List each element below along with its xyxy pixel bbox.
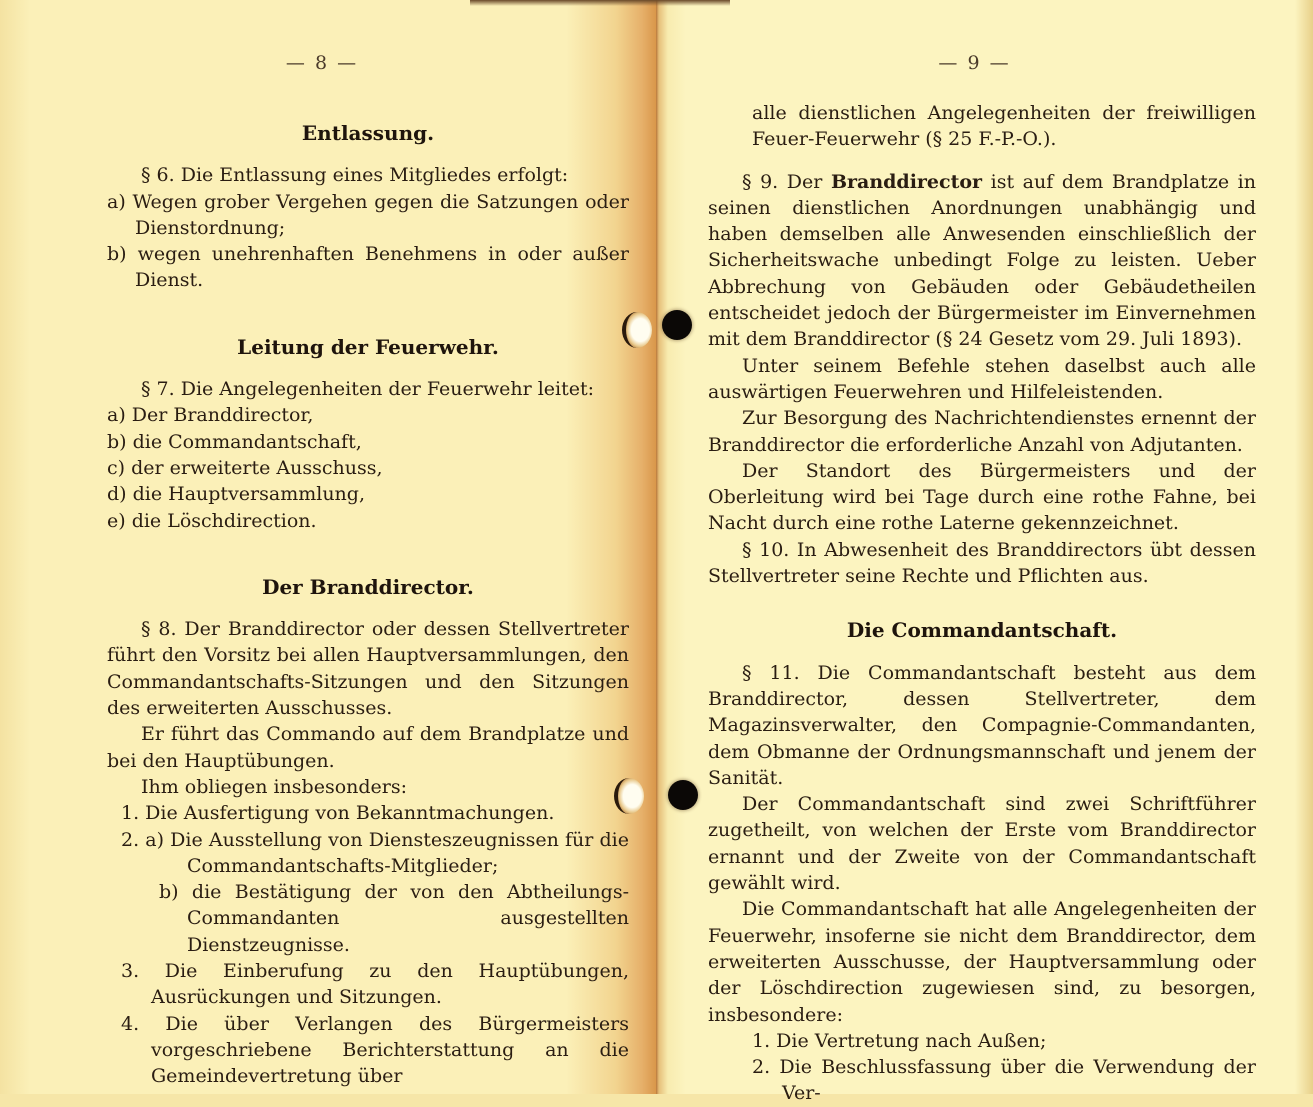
paragraph-9-bold-term: Branddirector <box>830 170 983 193</box>
page-number: — 9 — <box>938 52 1011 74</box>
list-item: 2. Die Beschlussfassung über die Verwendung der Ver- <box>752 1056 1256 1105</box>
paragraph-11: § 11. Die Commandantschaft besteht aus dem Branddirector, dessen Stellvertreter, dem Magazinsverwalter, den Compagnie-Commandanten, dem Obmanne der Ordnungsmannschaft und jenem der Sanität. <box>708 661 1256 789</box>
left-page <box>0 0 656 1094</box>
binding-shadow <box>470 0 730 6</box>
punch-hole-torn <box>622 312 652 348</box>
paragraph-9 <box>708 169 1256 353</box>
paragraph-9-prefix: § 9. Der <box>742 170 831 193</box>
paragraph-7-intro: § 7. Die Angelegenheiten der Feuerwehr leitet: <box>141 378 595 401</box>
page-number: — 8 — <box>285 52 359 74</box>
punch-hole-torn <box>614 778 644 814</box>
section-heading-leitung: Leitung der Feuerwehr. <box>237 334 499 359</box>
paragraph-angelegenheiten: Die Commandantschaft hat alle Angelegenheiten der Feuerwehr, insoferne sie nicht dem Branddirector, dem erweiterten Ausschusse, der Hauptversammlung oder der Löschdirection zugewiesen sind, zu besorgen, insbesondere: <box>708 898 1256 1026</box>
list-item: 3. Die Einberufung zu den Hauptübungen, Ausrückungen und Sitzungen. <box>121 960 629 1009</box>
paragraph-obliegen: Ihm obliegen insbesonders: <box>141 775 408 798</box>
list-item: 2. a) Die Ausstellung von Diensteszeugnissen für die Commandantschafts-Mitglieder; <box>121 828 629 877</box>
right-page-content <box>708 100 1256 1107</box>
section-heading-branddirector: Der Branddirector. <box>262 574 474 599</box>
paragraph-6-intro: § 6. Die Entlassung eines Mitgliedes erfolgt: <box>141 164 569 187</box>
paragraph-10: § 10. In Abwesenheit des Branddirectors übt dessen Stellvertreter seine Rechte und Pflichten aus. <box>708 538 1256 588</box>
list-item: e) die Löschdirection. <box>107 509 317 532</box>
list-item: c) der erweiterte Ausschuss, <box>107 456 383 479</box>
list-item: d) die Hauptversammlung, <box>107 483 365 506</box>
left-page-content <box>107 120 629 1090</box>
paragraph-9-rest: ist auf dem Brandplatze in seinen dienstlichen Anordnungen unabhängig und haben demselben alle Anwesenden einschließlich der Sicherheitswache unbedingt Folge zu leisten. Ueber Abbrechung von Gebäuden oder Gebäudetheilen entscheidet jedoch der Bürgermeister im Einvernehmen mit dem Branddirector (§ 24 Gesetz vom 29. Juli 1893). <box>708 170 1256 351</box>
section-heading-entlassung: Entlassung. <box>301 121 435 145</box>
list-item: 1. Die Vertretung nach Außen; <box>752 1029 1047 1052</box>
list-item: a) Wegen grober Vergehen gegen die Satzungen oder Dienstordnung; <box>107 190 629 239</box>
list-item: a) Der Branddirector, <box>107 404 314 427</box>
punch-hole <box>668 780 698 810</box>
paragraph-standort: Der Standort des Bürgermeisters und der Oberleitung wird bei Tage durch eine rothe Fahne, bei Nacht durch eine rothe Laterne gekennzeichnet. <box>708 459 1256 535</box>
paragraph-continuation: alle dienstlichen Angelegenheiten der freiwilligen Feuer-Feuerwehr (§ 25 F.-P.-O.). <box>752 102 1256 151</box>
paragraph-schriftfuehrer: Der Commandantschaft sind zwei Schriftführer zugetheilt, von welchen der Erste vom Branddirector ernannt und der Zweite von der Commandantschaft gewählt wird. <box>708 793 1256 895</box>
list-item: b) die Bestätigung der von den Abtheilungs-Commandanten ausgestellten Dienstzeugnisse. <box>159 881 629 956</box>
right-page <box>656 0 1313 1105</box>
punch-hole <box>662 310 692 340</box>
paragraph-commando: Er führt das Commando auf dem Brandplatze und bei den Hauptübungen. <box>107 723 629 772</box>
list-item: b) wegen unehrenhaften Benehmens in oder außer Dienst. <box>107 243 629 292</box>
paragraph-nachrichten: Zur Besorgung des Nachrichtendienstes ernennt der Branddirector die erforderliche Anzahl von Adjutanten. <box>708 407 1256 456</box>
list-item: 4. Die über Verlangen des Bürgermeisters vorgeschriebene Berichterstattung an die Gemeindevertretung über <box>121 1012 629 1088</box>
list-item: 1. Die Ausfertigung von Bekanntmachungen. <box>121 802 555 825</box>
list-item: b) die Commandantschaft, <box>107 430 362 453</box>
paragraph-8: § 8. Der Branddirector oder dessen Stellvertreter führt den Vorsitz bei allen Hauptversammlungen, den Commandantschafts-Sitzungen und den Sitzungen des erweiterten Ausschusses. <box>107 618 629 720</box>
paragraph-befehle: Unter seinem Befehle stehen daselbst auch alle auswärtigen Feuerwehren und Hilfeleistenden. <box>708 354 1256 403</box>
section-heading-commandantschaft: Die Commandantschaft. <box>846 618 1118 643</box>
